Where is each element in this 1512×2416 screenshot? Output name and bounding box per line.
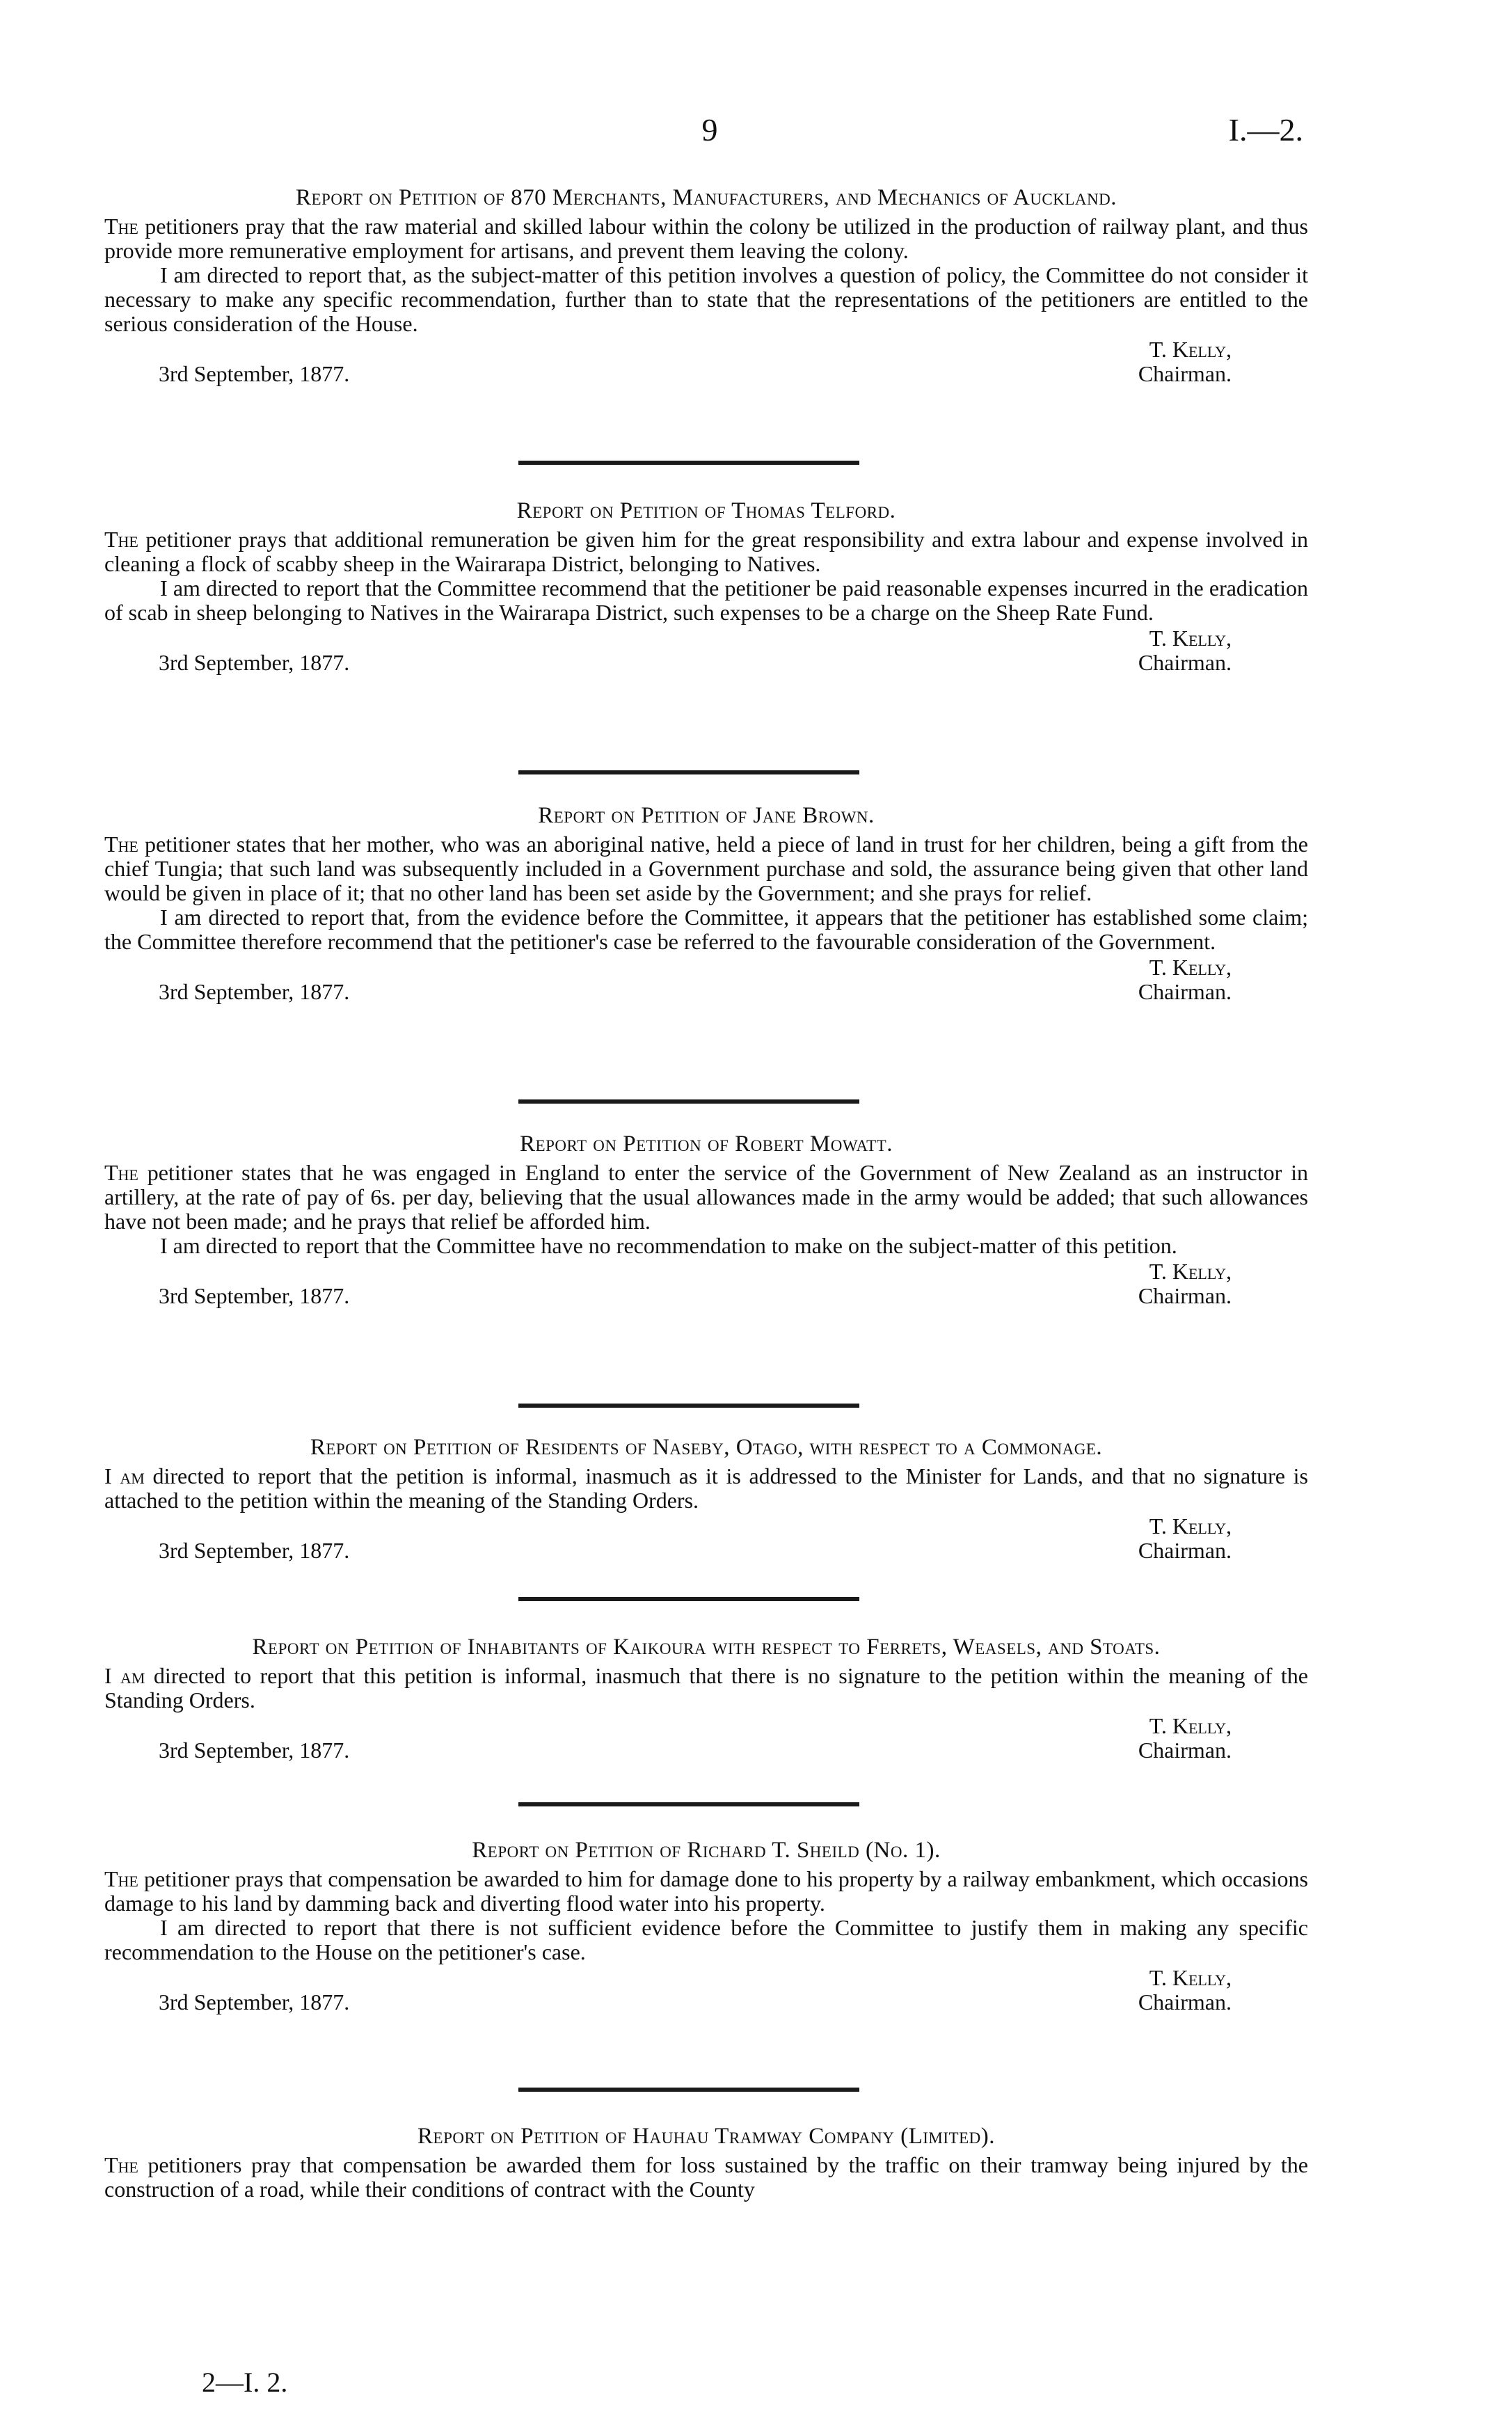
report-title: Report on Petition of 870 Merchants, Manufacturers, and Mechanics of Auckland.: [295, 185, 1117, 210]
petition-summary: [104, 527, 1308, 576]
report-date: 3rd September, 1877.: [159, 361, 350, 386]
paragraph-lead: The: [104, 832, 138, 857]
printer-signature-mark: 2—I. 2.: [202, 2367, 288, 2398]
paragraph-lead: The: [104, 2152, 138, 2177]
report-date: 3rd September, 1877.: [159, 1538, 350, 1563]
petition-text: petitioner states that her mother, who was an aboriginal native, held a piece of land in trust for her children, being a gift from the chief Tungia; that such land was subsequently included in a Government purchase and sold, the assurance being given that other land would be given in place of it; that no other land has been set aside by the Government; and she prays for relief.: [104, 832, 1309, 905]
committee-finding: I am directed to report that there is not sufficient evidence before the Committee to justify them in making any specific recommendation to the House on the petitioner's case.: [104, 1915, 1308, 1964]
report-title: Report on Petition of Inhabitants of Kaikoura with respect to Ferrets, Weasels, and Stoats.: [252, 1635, 1161, 1660]
committee-finding: I am directed to report that the Committee have no recommendation to make on the subject-matter of this petition.: [160, 1233, 1177, 1258]
petition-summary: [104, 214, 1308, 263]
committee-finding: I am directed to report that, as the subject-matter of this petition involves a question of policy, the Committee do not consider it necessary to make any specific recommendation, further than to state that the representations of the petitioners are entitled to the serious consideration of the House.: [104, 262, 1308, 336]
petition-text: petitioner prays that additional remuneration be given him for the great responsibility and extra labour and expense involved in cleaning a flock of scabby sheep in the Wairarapa District, belonging to Natives.: [104, 527, 1309, 576]
petition-summary: [104, 1464, 1308, 1513]
paragraph-lead: I am: [104, 1463, 145, 1488]
paragraph-lead: The: [104, 214, 138, 239]
signatory-name: T. Kelly,: [1149, 1513, 1232, 1539]
signature-block: [104, 626, 1308, 675]
petition-text: petitioners pray that the raw material and skilled labour within the colony be utilized in the production of railway plant, and thus provide more remunerative employment for artisans, and prevent them leaving the colony.: [104, 214, 1309, 263]
section-divider: [518, 1597, 859, 1601]
section-divider: [518, 461, 859, 465]
signatory-name: T. Kelly,: [1149, 955, 1232, 980]
signature-block: [104, 337, 1308, 386]
signatory-role: Chairman.: [1138, 650, 1232, 675]
petition-summary: [104, 2153, 1308, 2202]
report-title: Report on Petition of Thomas Telford.: [516, 498, 896, 523]
petition-summary: [104, 1664, 1308, 1712]
report-section: [104, 1835, 1308, 2014]
section-divider: [518, 1099, 859, 1104]
petition-text: directed to report that the petition is informal, inasmuch as it is addressed to the Minister for Lands, and that no signature is attached to the petition within the meaning of the Standing Orders.: [104, 1463, 1309, 1513]
report-date: 3rd September, 1877.: [159, 1738, 350, 1763]
signature-block: [104, 1714, 1308, 1763]
report-title: Report on Petition of Richard T. Sheild (No. 1).: [472, 1838, 941, 1863]
report-date: 3rd September, 1877.: [159, 650, 350, 675]
document-reference: I.—2.: [1228, 112, 1303, 148]
report-section: [104, 1129, 1308, 1308]
report-title: Report on Petition of Jane Brown.: [538, 803, 875, 828]
petition-text: directed to report that this petition is informal, inasmuch that there is no signature to the petition within the meaning of the Standing Orders.: [104, 1663, 1309, 1712]
report-section: [104, 800, 1308, 1004]
petition-summary: [104, 832, 1308, 905]
report-section: [104, 2121, 1308, 2202]
signatory-role: Chairman.: [1138, 1989, 1232, 2014]
signature-block: [104, 1514, 1308, 1563]
paragraph-lead: The: [104, 1866, 138, 1891]
section-divider: [518, 2088, 859, 2092]
petition-text: petitioner states that he was engaged in England to enter the service of the Government of New Zealand as an instructor in artillery, at the rate of pay of 6s. per day, believing that the usual allowances made in the army would be added; that such allowances have not been made; and he prays that relief be afforded him.: [104, 1160, 1309, 1234]
signatory-role: Chairman.: [1138, 361, 1232, 386]
report-section: [104, 495, 1308, 675]
section-divider: [518, 1802, 859, 1806]
paragraph-lead: The: [104, 527, 138, 552]
petition-summary: [104, 1161, 1308, 1234]
report-section: [104, 182, 1308, 386]
petition-text: petitioners pray that compensation be awarded them for loss sustained by the traffic on their tramway being injured by the construction of a road, while their conditions of contract with the County: [104, 2152, 1309, 2202]
committee-finding: I am directed to report that the Committee recommend that the petitioner be paid reasonable expenses incurred in the eradication of scab in sheep belonging to Natives in the Wairarapa District, such expenses to be a charge on the Sheep Rate Fund.: [104, 575, 1308, 625]
paragraph-lead: The: [104, 1160, 138, 1185]
petition-summary: [104, 1867, 1308, 1916]
section-divider: [518, 770, 859, 774]
report-section: [104, 1432, 1308, 1563]
page-number: 9: [701, 112, 718, 148]
report-date: 3rd September, 1877.: [159, 1283, 350, 1308]
signatory-role: Chairman.: [1138, 1738, 1232, 1763]
signature-block: [104, 1259, 1308, 1308]
signatory-name: T. Kelly,: [1149, 626, 1232, 651]
signatory-role: Chairman.: [1138, 1283, 1232, 1308]
report-title: Report on Petition of Hauhau Tramway Company (Limited).: [417, 2124, 995, 2149]
signatory-name: T. Kelly,: [1149, 1259, 1232, 1284]
report-title: Report on Petition of Robert Mowatt.: [520, 1131, 893, 1157]
report-date: 3rd September, 1877.: [159, 1989, 350, 2014]
committee-finding: I am directed to report that, from the evidence before the Committee, it appears that the petitioner has established some claim; the Committee therefore recommend that the petitioner's case be referred to the favourable consideration of the Government.: [104, 905, 1308, 954]
report-date: 3rd September, 1877.: [159, 979, 350, 1004]
signatory-name: T. Kelly,: [1149, 1965, 1232, 1990]
paragraph-lead: I am: [104, 1663, 145, 1688]
signature-block: [104, 955, 1308, 1004]
petition-text: petitioner prays that compensation be awarded to him for damage done to his property by a railway embankment, which occasions damage to his land by damming back and diverting flood water into his property.: [104, 1866, 1309, 1916]
section-divider: [518, 1404, 859, 1408]
signatory-role: Chairman.: [1138, 979, 1232, 1004]
signatory-name: T. Kelly,: [1149, 337, 1232, 362]
report-section: [104, 1632, 1308, 1763]
signatory-role: Chairman.: [1138, 1538, 1232, 1563]
signatory-name: T. Kelly,: [1149, 1713, 1232, 1738]
signature-block: [104, 1966, 1308, 2014]
report-title: Report on Petition of Residents of Naseby, Otago, with respect to a Commonage.: [310, 1435, 1103, 1460]
